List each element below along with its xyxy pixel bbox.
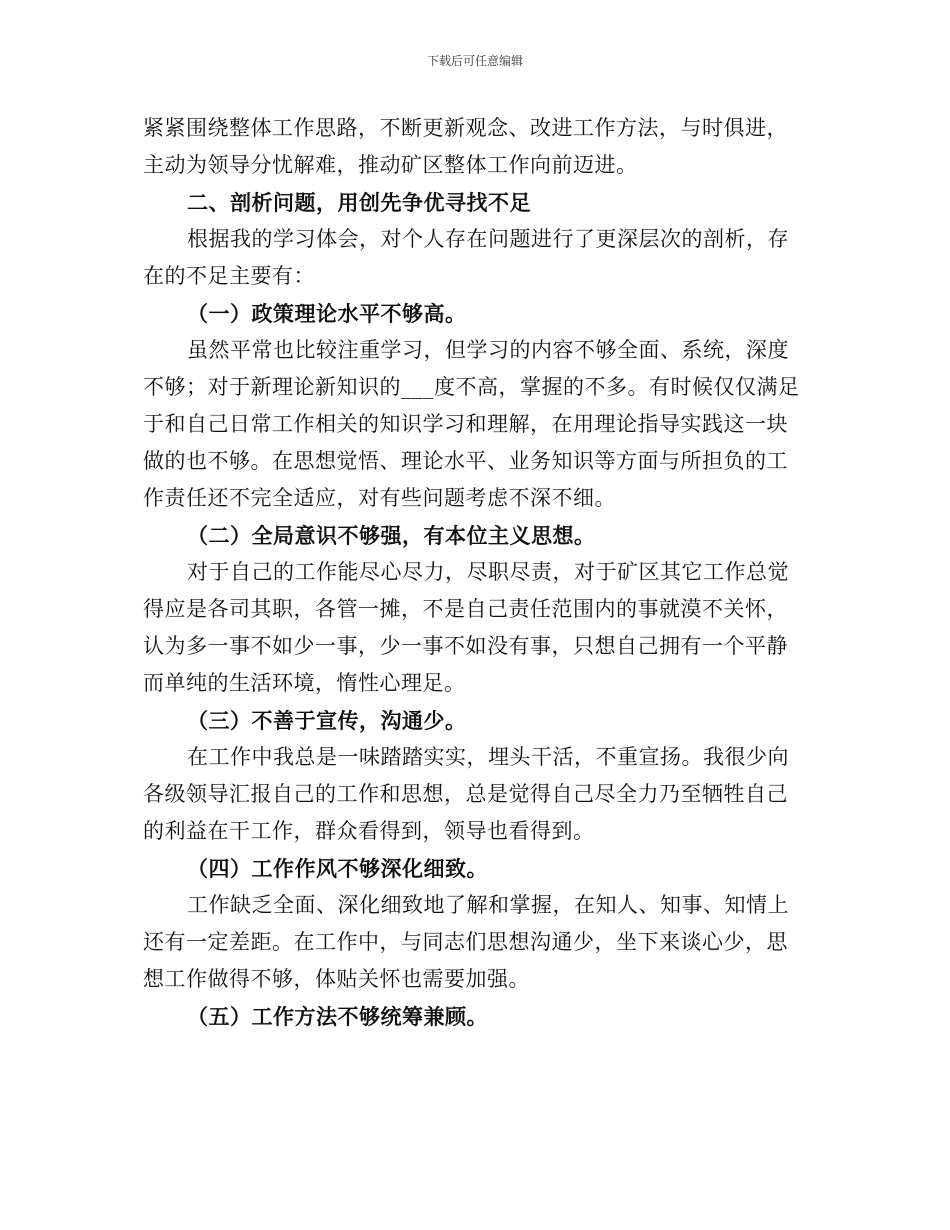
document-body bbox=[143, 110, 809, 1035]
paragraph bbox=[143, 221, 809, 295]
paragraph-line: 根据我的学习体会，对个人存在问题进行了更深层次的剖析，存 bbox=[187, 227, 789, 251]
paragraph-line: 不够；对于新理论新知识的___度不高，掌握的不多。有时候仅仅满足 bbox=[143, 375, 800, 399]
heading-text: （一）政策理论水平不够高。 bbox=[187, 301, 467, 326]
paragraph-line: 在工作中我总是一味踏踏实实，埋头干活，不重宣扬。我很少向 bbox=[187, 745, 789, 769]
heading-text: （五）工作方法不够统筹兼顾。 bbox=[187, 1004, 488, 1029]
paragraph-line: 在的不足主要有： bbox=[143, 264, 315, 288]
paragraph-line: 还有一定差距。在工作中，与同志们思想沟通少，坐下来谈心少，思 bbox=[143, 930, 788, 954]
paragraph bbox=[143, 739, 809, 850]
paragraph-line: 紧紧围绕整体工作思路，不断更新观念、改进工作方法，与时俱进， bbox=[143, 116, 788, 140]
section-heading bbox=[143, 295, 809, 332]
paragraph-line: 想工作做得不够，体贴关怀也需要加强。 bbox=[143, 967, 530, 991]
paragraph-line: 作责任还不完全适应，对有些问题考虑不深不细。 bbox=[143, 486, 616, 510]
paragraph-line: 工作缺乏全面、深化细致地了解和掌握，在知人、知事、知情上 bbox=[187, 893, 789, 917]
section-heading bbox=[143, 184, 809, 221]
section-heading bbox=[143, 998, 809, 1035]
paragraph-line: 各级领导汇报自己的工作和思想，总是觉得自己尽全力乃至牺牲自己 bbox=[143, 782, 788, 806]
section-heading bbox=[143, 517, 809, 554]
paragraph-line: 主动为领导分忧解难，推动矿区整体工作向前迈进。 bbox=[143, 153, 638, 177]
paragraph bbox=[143, 887, 809, 998]
heading-text: （四）工作作风不够深化细致。 bbox=[187, 856, 488, 881]
heading-text: （二）全局意识不够强，有本位主义思想。 bbox=[187, 523, 596, 548]
paragraph-line: 做的也不够。在思想觉悟、理论水平、业务知识等方面与所担负的工 bbox=[143, 449, 788, 473]
paragraph bbox=[143, 110, 809, 184]
paragraph-line: 而单纯的生活环境，惰性心理足。 bbox=[143, 671, 466, 695]
paragraph bbox=[143, 332, 809, 517]
section-heading bbox=[143, 702, 809, 739]
paragraph-line: 对于自己的工作能尽心尽力，尽职尽责，对于矿区其它工作总觉 bbox=[187, 560, 789, 584]
heading-text: （三）不善于宣传，沟通少。 bbox=[187, 708, 467, 733]
paragraph-line: 认为多一事不如少一事，少一事不如没有事，只想自己拥有一个平静 bbox=[143, 634, 788, 658]
paragraph bbox=[143, 554, 809, 702]
paragraph-line: 得应是各司其职，各管一摊，不是自己责任范围内的事就漠不关怀， bbox=[143, 597, 788, 621]
paragraph-line: 于和自己日常工作相关的知识学习和理解，在用理论指导实践这一块 bbox=[143, 412, 788, 436]
heading-text: 二、剖析问题，用创先争优寻找不足 bbox=[187, 190, 531, 215]
paragraph-line: 的利益在干工作，群众看得到，领导也看得到。 bbox=[143, 819, 595, 843]
paragraph-line: 虽然平常也比较注重学习，但学习的内容不够全面、系统，深度 bbox=[187, 338, 789, 362]
page-header: 下载后可任意编辑 bbox=[426, 54, 523, 68]
section-heading bbox=[143, 850, 809, 887]
